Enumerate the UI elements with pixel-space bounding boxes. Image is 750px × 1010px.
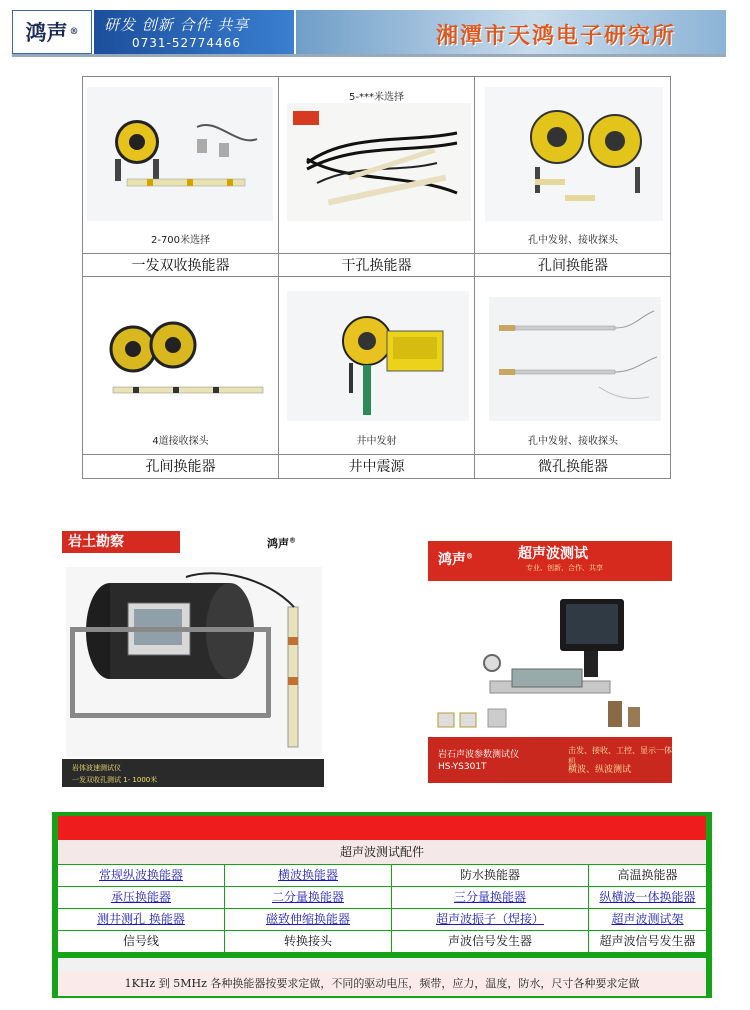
accessory-link[interactable]: 磁致伸缩换能器 (225, 909, 391, 930)
accessory-item: 转换接头 (225, 931, 391, 952)
product-photo (489, 297, 661, 421)
product-caption: 孔中发射、接收探头 (528, 235, 618, 246)
accessories-table (52, 812, 712, 998)
accessory-link[interactable]: 常规纵波换能器 (58, 865, 224, 886)
registered-mark: ® (466, 551, 473, 561)
four-channel-receiver-photo (93, 299, 271, 419)
product-cell (475, 77, 671, 277)
accessory-link[interactable]: 三分量换能器 (392, 887, 588, 908)
slogan-banner (94, 10, 294, 54)
accessory-link[interactable]: 纵横波一体换能器 (589, 887, 706, 908)
product-caption: 4道接收探头 (152, 436, 209, 447)
ad-brand-text: 鸿声 (267, 537, 289, 550)
ad-footer-line: 岩体波速测试仪 (72, 764, 121, 772)
ad-subtitle: 专业、创新、合作、共享 (526, 564, 603, 572)
registered-mark: ® (289, 536, 296, 545)
registered-mark: ® (69, 27, 79, 37)
accessory-link[interactable]: 横波换能器 (225, 865, 391, 886)
accessory-item: 高温换能器 (589, 865, 706, 886)
ultrasonic-ad (428, 541, 672, 783)
table-header: 超声波测试配件 (58, 840, 706, 864)
cross-hole-transducer-photo (485, 87, 663, 221)
ad-brand-text: 鸿声 (438, 552, 466, 568)
product-photo (287, 291, 469, 421)
rock-tester-photo (428, 581, 672, 737)
product-photo (485, 87, 663, 221)
product-cell (83, 77, 279, 277)
accessory-link[interactable]: 承压换能器 (58, 887, 224, 908)
product-caption: 2-700米选择 (150, 235, 211, 246)
ad-title: 超声波测试 (518, 546, 588, 562)
brand-logo (12, 10, 92, 54)
product-photo (87, 87, 273, 221)
ad-footer-line: 岩石声波参数测试仪 (438, 750, 520, 760)
ad-footer-line: 击发、接收、工控、显示一体机 (568, 746, 672, 766)
product-photo (287, 103, 471, 221)
downhole-source-photo (287, 291, 469, 421)
ad-footer (428, 737, 672, 783)
accessory-link[interactable]: 超声波振子（焊接） (392, 909, 588, 930)
accessory-item: 声波信号发生器 (392, 931, 588, 952)
header-divider (12, 54, 726, 57)
slogan-text: 研发 创新 合作 共享 (104, 16, 250, 34)
table-top-bar (58, 816, 706, 840)
page-header (0, 0, 750, 64)
product-photo (93, 299, 271, 419)
wave-speed-tester-photo (66, 567, 322, 757)
custom-order-note: 1KHz 到 5MHz 各种换能器按要求定做，不同的驱动电压，频带，应力，温度，防水，尺寸各种要求定做 (58, 972, 706, 996)
table-row (58, 931, 706, 953)
ad-brand (267, 535, 296, 551)
product-name: 孔间换能器 (83, 454, 278, 479)
product-grid (82, 76, 671, 479)
phone-number: 0731-52774466 (132, 36, 241, 50)
accessory-item: 超声波信号发生器 (589, 931, 706, 952)
ad-footer (62, 759, 324, 787)
ad-banner (428, 541, 672, 581)
cable-reel-tester-illustration (66, 567, 322, 757)
institute-name: 湘潭市天鸿电子研究所 (435, 23, 676, 49)
ad-footer-line: 横波、纵波测试 (568, 765, 632, 775)
product-cell (475, 277, 671, 478)
product-cell (279, 77, 475, 277)
accessory-item: 信号线 (58, 931, 224, 952)
product-name: 微孔换能器 (475, 454, 671, 479)
dry-hole-transducer-photo (287, 103, 471, 221)
table-row (58, 865, 706, 887)
accessory-link[interactable]: 超声波测试架 (589, 909, 706, 930)
product-top-label: 5-***米选择 (349, 92, 404, 103)
product-caption: 孔中发射、接收探头 (528, 436, 618, 447)
micro-hole-transducer-photo (489, 297, 661, 421)
product-name: 一发双收换能器 (83, 253, 278, 278)
table-blank-row (58, 958, 706, 972)
product-name: 干孔换能器 (279, 253, 474, 278)
table-row (58, 887, 706, 909)
ad-brand (438, 549, 473, 569)
accessory-link[interactable]: 二分量换能器 (225, 887, 391, 908)
accessory-item: 防水换能器 (392, 865, 588, 886)
geotech-ad (62, 527, 324, 787)
rock-acoustic-tester-illustration (428, 581, 672, 737)
product-caption: 井中发射 (356, 436, 397, 447)
accessory-link[interactable]: 测井测孔 换能器 (58, 909, 224, 930)
ad-footer-line: 一发双收孔测试 1- 1000米 (72, 776, 158, 784)
transducer-reel-photo (87, 87, 273, 221)
ad-title: 岩土勘察 (62, 531, 180, 553)
product-name: 井中震源 (279, 454, 474, 479)
title-banner (296, 10, 726, 54)
product-name: 孔间换能器 (475, 253, 671, 278)
logo-text: 鸿声 (25, 20, 68, 45)
table-row (58, 909, 706, 931)
product-cell (279, 277, 475, 478)
product-cell (83, 277, 279, 478)
ad-footer-line: HS-YS301T (438, 762, 487, 772)
